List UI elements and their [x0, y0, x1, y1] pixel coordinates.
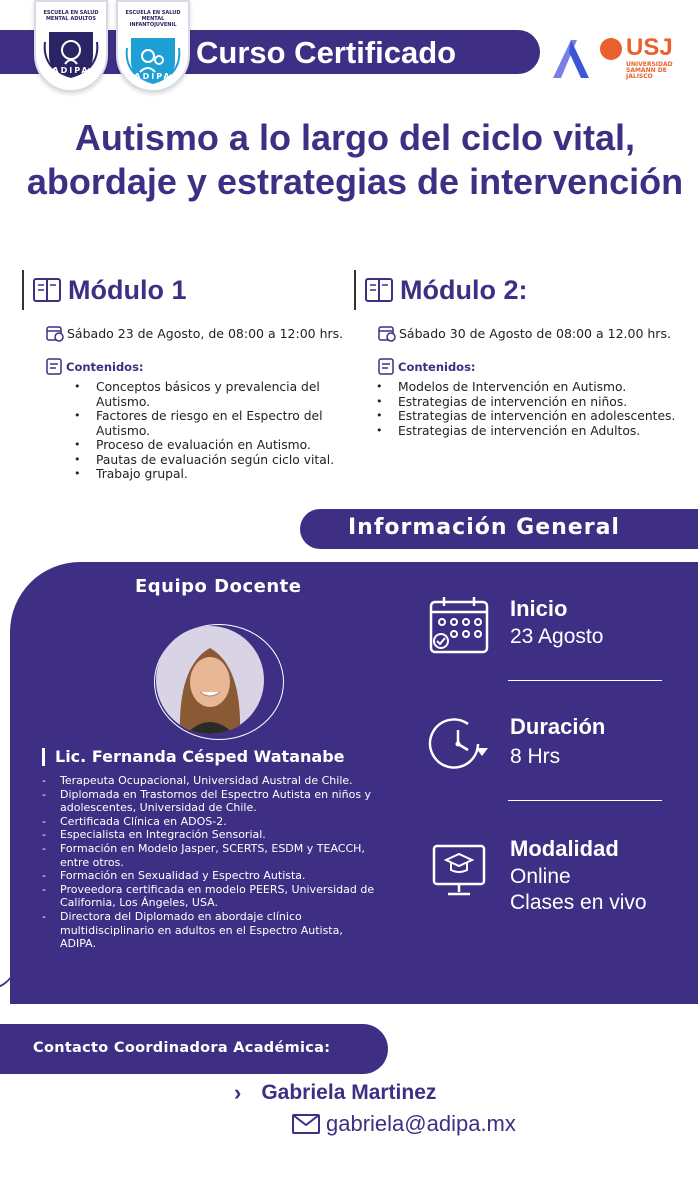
teacher-photo	[156, 626, 264, 734]
header-title: Curso Certificado	[196, 35, 457, 70]
badge-brand: ADIPA	[134, 72, 172, 81]
list-item: - Proveedora certificada en modelo PEERS, Universidad de California, Los Ángeles, USA.	[40, 883, 380, 910]
contact-name-row	[234, 1080, 436, 1106]
adipa-a-logo-icon	[551, 36, 591, 80]
book-icon	[364, 275, 396, 305]
contact-heading: Contacto Coordinadora Académica:	[33, 1040, 331, 1056]
calendar-check-icon	[428, 596, 490, 654]
module-title: Módulo 2:	[400, 274, 528, 305]
list-item: • Factores de riesgo en el Espectro del Autismo.	[94, 409, 352, 438]
modality-value-online: Online	[510, 865, 571, 888]
module-contents-list	[22, 380, 352, 482]
list-item: - Formación en Modelo Jasper, SCERTS, ESDM y TEACCH, entre otros.	[40, 842, 380, 869]
list-item: • Pautas de evaluación según ciclo vital.	[94, 453, 352, 468]
module-header	[354, 270, 684, 310]
module-title: Módulo 1	[68, 274, 187, 305]
list-item: • Modelos de Intervención en Autismo.	[396, 380, 684, 395]
chevron-right-icon: ›	[234, 1080, 242, 1105]
usj-logo-subtitle: UNIVERSIDAD SAMANN DE JALISCO	[626, 61, 673, 80]
module-header	[22, 270, 352, 310]
usj-logo	[598, 36, 688, 84]
divider	[508, 800, 662, 801]
badge-text: ESCUELA EN SALUD MENTAL ADULTOS	[43, 10, 99, 22]
list-item: - Certificada Clínica en ADOS-2.	[40, 815, 380, 829]
start-value: 23 Agosto	[510, 625, 604, 648]
divider	[508, 680, 662, 681]
course-title: Autismo a lo largo del ciclo vital, abordaje y estrategias de intervención	[26, 117, 684, 202]
teacher-portrait-icon	[156, 626, 264, 734]
list-item: • Conceptos básicos y prevalencia del Autismo.	[94, 380, 352, 409]
teacher-cv-list	[40, 774, 380, 951]
list-item: • Estrategias de intervención en niños.	[396, 395, 684, 410]
usj-logo-text: USJ	[626, 34, 673, 61]
checklist-icon	[46, 358, 64, 376]
modality-value-live: Clases en vivo	[510, 891, 647, 914]
usj-seal-icon	[600, 38, 622, 60]
team-label: Equipo Docente	[135, 576, 302, 597]
module-1	[22, 270, 352, 482]
list-item: • Estrategias de intervención en adolescentes.	[396, 409, 684, 424]
online-class-icon	[432, 842, 494, 900]
list-item: - Formación en Sexualidad y Espectro Autista.	[40, 869, 380, 883]
module-contents-list	[354, 380, 684, 438]
badge-text: ESCUELA EN SALUD MENTAL INFANTOJUVENIL	[125, 10, 181, 28]
contents-label-text: Contenidos:	[66, 360, 144, 374]
modality-label: Modalidad	[510, 836, 619, 861]
adipa-adults-badge	[34, 0, 108, 92]
adipa-youth-badge	[116, 0, 190, 92]
contents-label	[378, 358, 684, 376]
list-item: - Terapeuta Ocupacional, Universidad Austral de Chile.	[40, 774, 380, 788]
mail-icon	[292, 1114, 320, 1134]
list-item: • Estrategias de intervención en Adultos.	[396, 424, 684, 439]
contents-label-text: Contenidos:	[398, 360, 476, 374]
start-label: Inicio	[510, 596, 568, 621]
module-date-text: Sábado 30 de Agosto de 08:00 a 12.00 hrs.	[399, 325, 671, 341]
list-item: - Diplomada en Trastornos del Espectro Autista en niños y adolescentes, Universidad de Chile.	[40, 788, 380, 815]
contents-label	[46, 358, 352, 376]
list-item: - Directora del Diplomado en abordaje clínico multidisciplinario en adultos en el Espectro Autista, ADIPA.	[40, 910, 380, 951]
module-date	[378, 324, 684, 342]
calendar-clock-icon	[46, 324, 64, 342]
checklist-icon	[378, 358, 396, 376]
contact-email-link[interactable]: gabriela@adipa.mx	[326, 1111, 516, 1136]
clock-icon	[428, 714, 490, 772]
contact-name: Gabriela Martinez	[261, 1081, 437, 1104]
list-item: • Trabajo grupal.	[94, 467, 352, 482]
info-heading-bar	[300, 509, 698, 549]
info-heading: Información General	[348, 515, 620, 540]
module-date	[46, 324, 352, 342]
duration-value: 8 Hrs	[510, 745, 561, 768]
calendar-clock-icon	[378, 324, 396, 342]
badge-brand: ADIPA	[52, 66, 90, 75]
module-date-text: Sábado 23 de Agosto, de 08:00 a 12:00 hrs.	[67, 325, 344, 341]
list-item: • Proceso de evaluación en Autismo.	[94, 438, 352, 453]
list-item: - Especialista en Integración Sensorial.	[40, 828, 380, 842]
teacher-name: Lic. Fernanda Césped Watanabe	[42, 748, 345, 766]
module-2	[354, 270, 684, 438]
contact-email-row[interactable]	[292, 1111, 516, 1137]
book-icon	[32, 275, 64, 305]
contact-heading-bar	[0, 1024, 388, 1074]
duration-label: Duración	[510, 714, 606, 739]
